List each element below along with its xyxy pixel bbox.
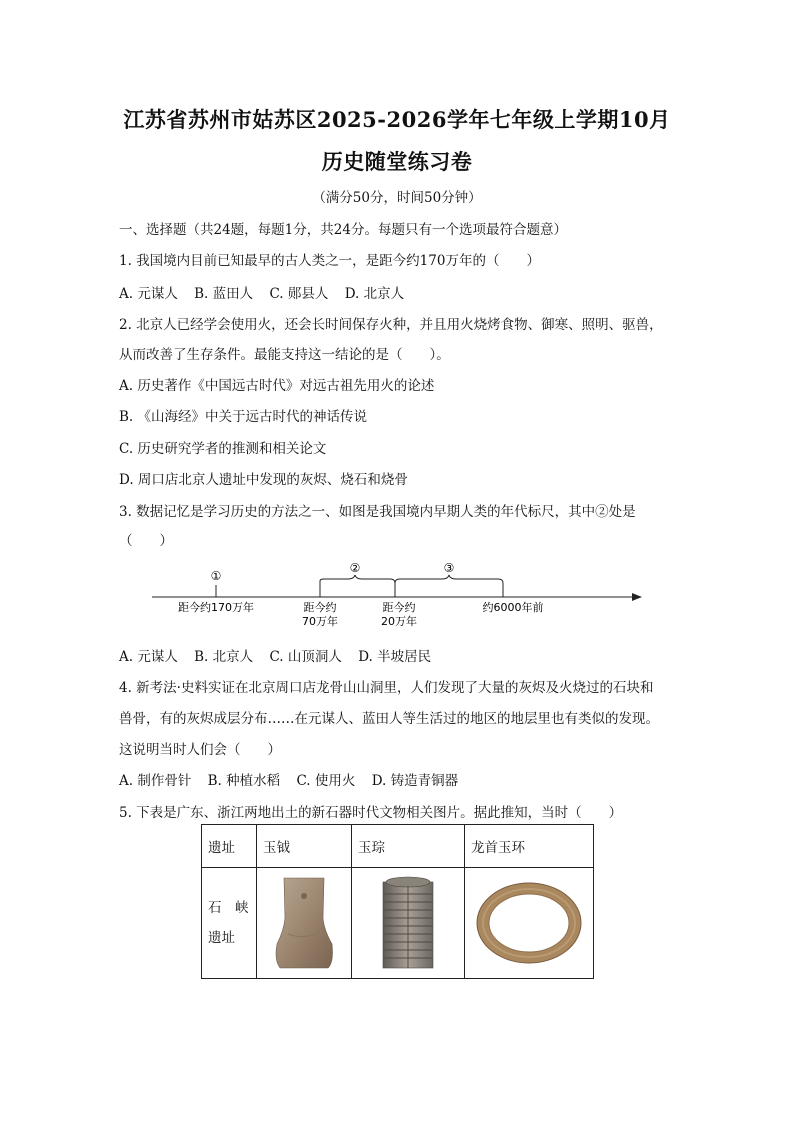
exam-title-line1: 江苏省苏州市姑苏区2025-2026学年七年级上学期10月 <box>123 107 671 132</box>
timeline-marker-2: ② <box>349 561 361 575</box>
timeline-diagram <box>140 555 660 635</box>
question-2-stem-line2: 从而改善了生存条件。最能支持这一结论的是（ ）。 <box>119 347 450 363</box>
q3-option-b[interactable]: B. 北京人 <box>194 649 254 665</box>
question-5-stem: 5. 下表是广东、浙江两地出土的新石器时代文物相关图片。据此推知，当时（ ） <box>119 805 623 821</box>
jade-cong-image-cell <box>352 868 465 979</box>
header-dragon-jade-ring: 龙首玉环 <box>465 825 594 868</box>
question-4-stem-line3: 这说明当时人们会（ ） <box>119 742 281 758</box>
jade-cong-image <box>375 874 441 972</box>
header-jade-cong: 玉琮 <box>352 825 465 868</box>
q4-option-c[interactable]: C. 使用火 <box>296 773 356 789</box>
q1-option-c[interactable]: C. 郧县人 <box>269 286 329 302</box>
timeline-marker-3: ③ <box>443 561 455 575</box>
site-name-line1: 石 峡 <box>208 900 249 916</box>
section-heading: 一、选择题（共24题，每题1分，共24分。每题只有一个选项最符合题意） <box>119 222 567 238</box>
timeline-label-4: 约6000年前 <box>482 601 544 614</box>
timeline-label-2b: 70万年 <box>302 615 338 628</box>
question-3-stem-line2: （ ） <box>119 533 173 549</box>
artifact-table-header-row <box>202 825 594 868</box>
artifact-table <box>201 824 594 979</box>
q4-option-b[interactable]: B. 种植水稻 <box>207 773 281 789</box>
q2-option-a[interactable]: A. 历史著作《中国远古时代》对远古祖先用火的论述 <box>119 378 435 394</box>
site-name-line2: 遗址 <box>208 930 235 946</box>
site-name-cell <box>202 868 257 979</box>
q1-option-b[interactable]: B. 蓝田人 <box>194 286 254 302</box>
question-4-stem-line2: 兽骨，有的灰烬成层分布……在元谋人、蓝田人等生活过的地区的地层里也有类似的发现。 <box>119 711 659 727</box>
jade-axe-image <box>274 874 334 972</box>
q3-option-d[interactable]: D. 半坡居民 <box>358 649 432 665</box>
timeline-arrowhead <box>632 593 642 601</box>
q4-option-d[interactable]: D. 铸造青铜器 <box>371 773 459 789</box>
q1-option-a[interactable]: A. 元谋人 <box>119 286 178 302</box>
q3-option-a[interactable]: A. 元谋人 <box>119 649 178 665</box>
dragon-jade-ring-image <box>473 878 585 968</box>
exam-subtitle: （满分50分，时间50分钟） <box>312 190 482 206</box>
timeline-label-3a: 距今约 <box>382 601 416 614</box>
q2-option-b[interactable]: B. 《山海经》中关于远古时代的神话传说 <box>119 409 368 425</box>
artifact-table-row <box>202 868 594 979</box>
timeline-bracket-2 <box>320 575 395 597</box>
exam-title-line2: 历史随堂练习卷 <box>321 149 473 174</box>
header-site: 遗址 <box>202 825 257 868</box>
jade-axe-image-cell <box>257 868 352 979</box>
q2-option-c[interactable]: C. 历史研究学者的推测和相关论文 <box>119 441 327 457</box>
question-3-stem-line1: 3. 数据记忆是学习历史的方法之一、如图是我国境内早期人类的年代标尺，其中②处是 <box>119 504 636 520</box>
timeline-marker-1: ① <box>210 569 222 583</box>
timeline-label-1: 距今约170万年 <box>178 601 254 614</box>
header-jade-axe: 玉钺 <box>257 825 352 868</box>
question-4-options <box>119 769 470 789</box>
timeline-label-3b: 20万年 <box>381 615 417 628</box>
question-2-stem-line1: 2. 北京人已经学会使用火，还会长时间保存火种，并且用火烧烤食物、御寒、照明、驱兽， <box>119 317 663 333</box>
q4-option-a[interactable]: A. 制作骨针 <box>119 773 192 789</box>
question-3-options <box>119 645 443 665</box>
q1-option-d[interactable]: D. 北京人 <box>344 286 405 302</box>
dragon-jade-ring-image-cell <box>465 868 594 979</box>
question-4-stem-line1: 4. 新考法·史料实证在北京周口店龙骨山山洞里，人们发现了大量的灰烬及火烧过的石块和 <box>119 680 654 696</box>
q2-option-d[interactable]: D. 周口店北京人遗址中发现的灰烬、烧石和烧骨 <box>119 472 408 488</box>
timeline-bracket-3 <box>395 575 503 597</box>
question-1-options <box>119 282 416 302</box>
question-1-stem: 1. 我国境内目前已知最早的古人类之一，是距今约170万年的（ ） <box>119 253 540 269</box>
timeline-label-2a: 距今约 <box>303 601 337 614</box>
q3-option-c[interactable]: C. 山顶洞人 <box>269 649 342 665</box>
